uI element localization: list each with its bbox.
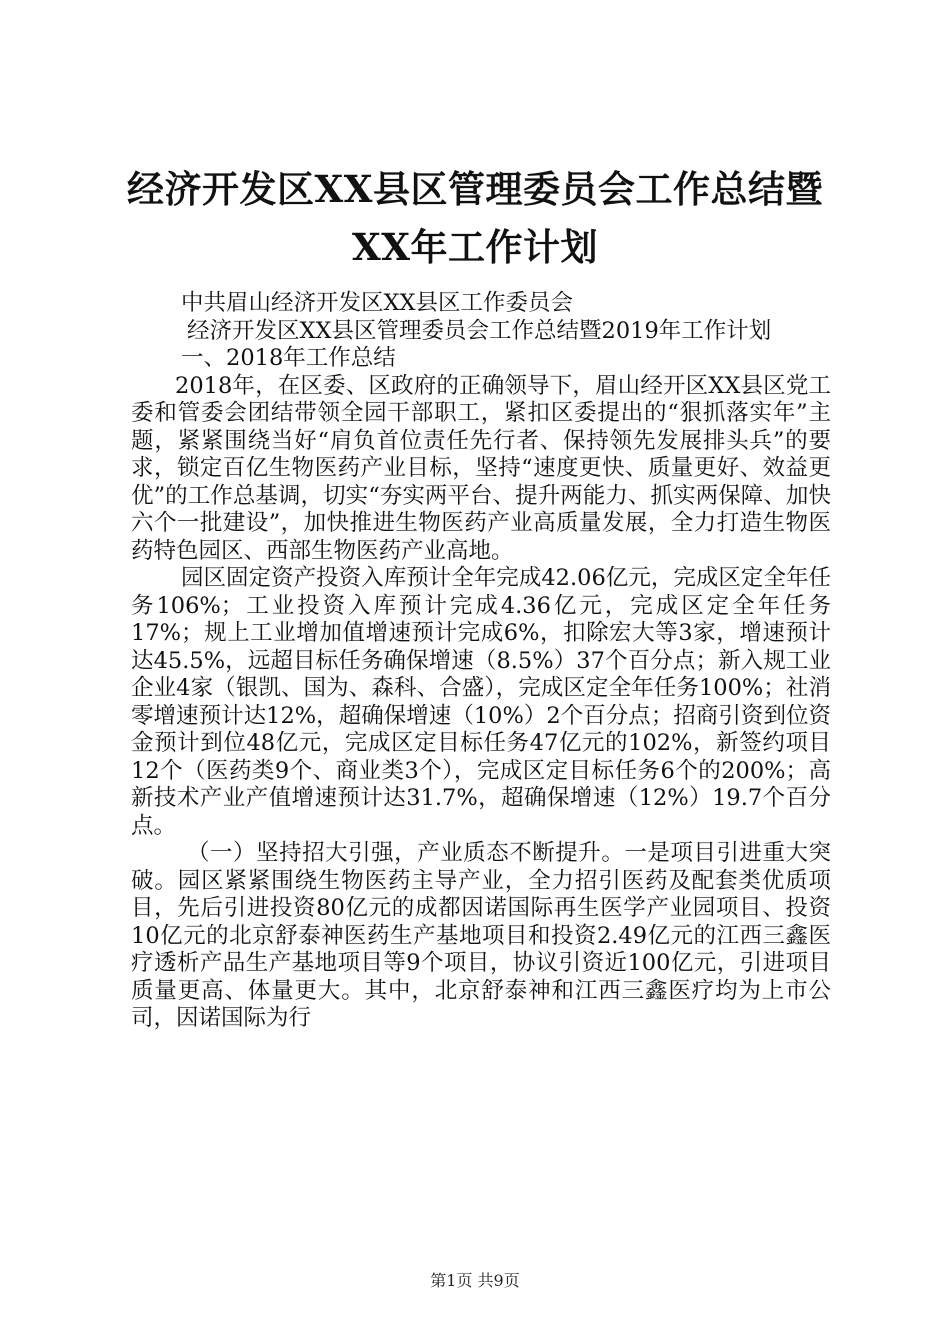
page-footer: 第1页 共9页 bbox=[430, 1271, 520, 1290]
paragraph-statistics: 园区固定资产投资入库预计全年完成42.06亿元，完成区定全年任务106%；工业投资入库预计完成4.36亿元，完成区定全年任务17%；规上工业增加值增速预计完成6%，扣除宏大等3家，增速预计达45.5%，远超目标任务确保增速（8.5%）37个百分点；新入规工业企业4家（银凯、国为、森科、合盛），完成区定全年任务100%；社消零增速预计达12%，超确保增速（10%）2个百分点；招商引资到位资金预计到位48亿元，完成区定目标任务47亿元的102%，新签约项目12个（医药类9个、商业类3个），完成区定目标任务6个的200%；高新技术产业产值增速预计达31.7%，超确保增速（12%）19.7个百分点。 bbox=[131, 565, 831, 839]
paragraph-subsection-one: （一）坚持招大引强，产业质态不断提升。一是项目引进重大突破。园区紧紧围绕生物医药主导产业，全力招引医药及配套类优质项目，先后引进投资80亿元的成都因诺国际再生医学产业园项目、投资10亿元的北京舒泰神医药生产基地项目和投资2.49亿元的江西三鑫医疗透析产品生产基地项目等9个项目，协议引资近100亿元，引进项目质量更高、体量更大。其中，北京舒泰神和江西三鑫医疗均为上市公司，因诺国际为行 bbox=[131, 840, 831, 1031]
document-title: 经济开发区XX县区管理委员会工作总结暨XX年工作计划 bbox=[127, 167, 823, 269]
paragraph-subtitle: 经济开发区XX县区管理委员会工作总结暨2019年工作计划 bbox=[187, 317, 772, 344]
paragraph-overview: 2018年，在区委、区政府的正确领导下，眉山经开区XX县区党工委和管委会团结带领全园干部职工，紧扣区委提出的“狠抓落实年”主题，紧紧围绕当好“肩负首位责任先行者、保持领先发展排头兵”的要求，锁定百亿生物医药产业目标，坚持“速度更快、质量更好、效益更优”的工作总基调，切实“夯实两平台、提升两能力、抓实两保障、加快六个一批建设”，加快推进生物医药产业高质量发展，全力打造生物医药特色园区、西部生物医药产业高地。 bbox=[131, 372, 831, 564]
paragraph-section-heading: 一、2018年工作总结 bbox=[181, 345, 396, 371]
paragraph-organization: 中共眉山经济开发区XX县区工作委员会 bbox=[181, 290, 574, 316]
document-body bbox=[131, 290, 831, 1033]
